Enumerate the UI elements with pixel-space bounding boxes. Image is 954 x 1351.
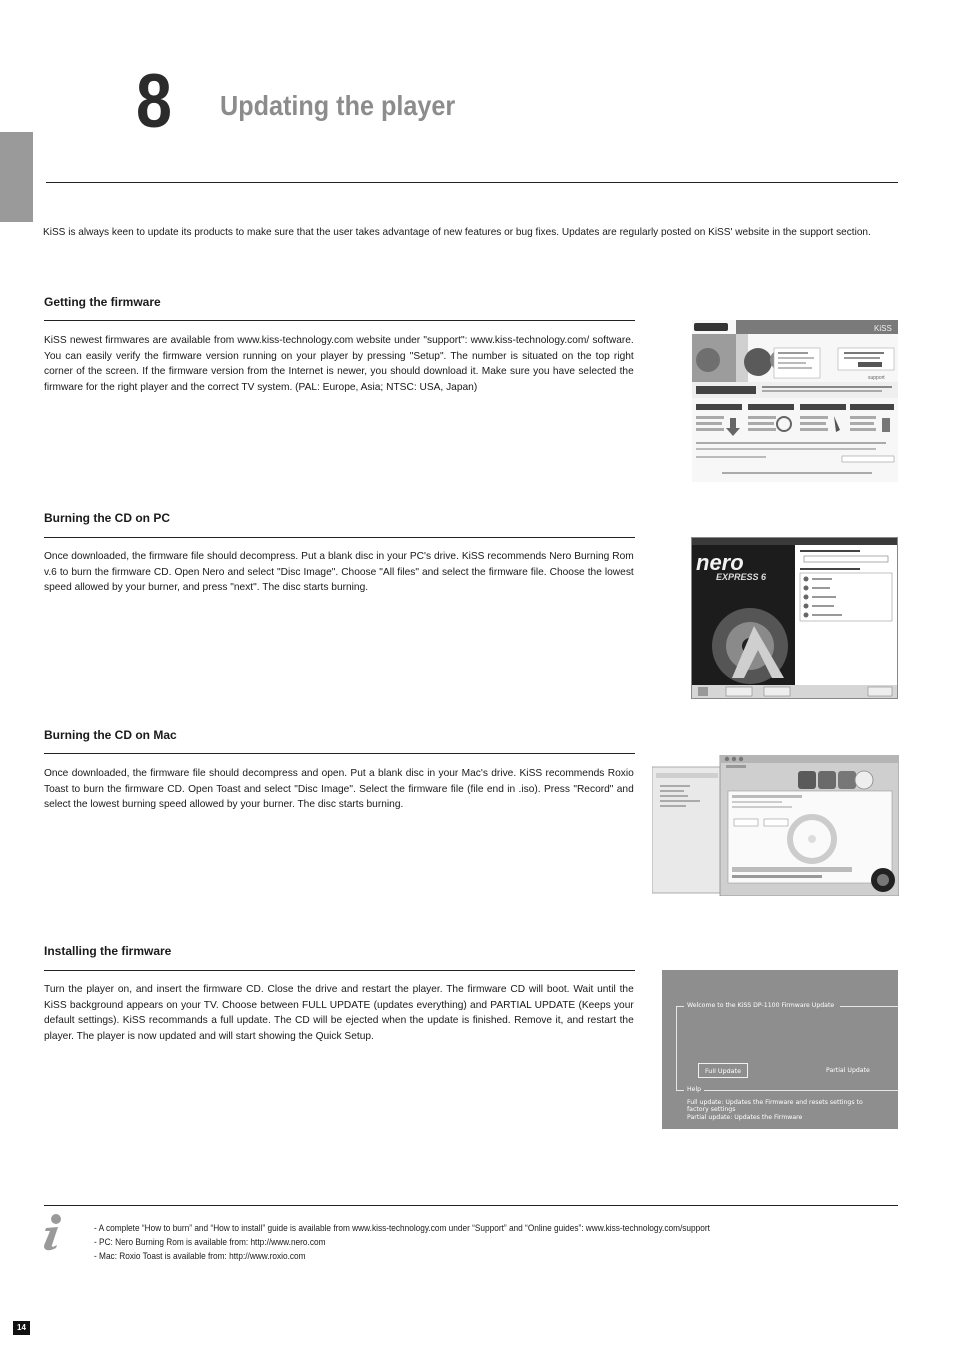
firmware-help-line: Partial update: Updates the Firmware [687,1114,803,1121]
info-icon [40,1212,66,1252]
intro-paragraph: KiSS is always keen to update its products to make sure that the user takes advantage of new features or bug fixes. Updates are regularly posted on KiSS' website in the support section. [43,226,871,238]
chapter-title: Updating the player [220,90,456,121]
roxio-toast-screenshot [652,755,899,896]
header-divider [46,182,898,183]
note-item: - Mac: Roxio Toast is available from: http://www.roxio.com [94,1251,306,1261]
section-body-burning-mac: Once downloaded, the firmware file should decompress and open. Put a blank disc in your Mac's drive. KiSS recommends Roxio Toast to burn the firmware CD. Open Toast and select "Disc Image". Select the firmware file (file end in .iso). Press "Record" and select the lowest burning speed allowed by your burner. The disc starts burning. [44,767,634,810]
nero-sub-logo: EXPRESS 6 [716,572,767,582]
nero-express-screenshot [691,537,898,699]
website-logo: KiSS [874,324,892,333]
nero-logo: nero [696,550,744,575]
website-support-label: support [868,375,885,381]
footer-divider [44,1205,898,1206]
section-body-getting-firmware: KiSS newest firmwares are available from www.kiss-technology.com website under "support": www.kiss-technology.com/ software. You can easily verify the firmware version running on your player by pressing "Setup". The number is situated on the top right corner of the screen. If the firmware version from the Internet is newer, you should download it. Make sure you have selected the firmware for the right player and the correct TV system. (PAL: Europe, Asia; NTSC: USA, Japan) [44,334,634,393]
chapter-number: 8 [136,59,171,144]
section-body-burning-pc: Once downloaded, the firmware file should decompress. Put a blank disc in your PC's drive. KiSS recommends Nero Burning Rom v.6 to burn the firmware CD. Open Nero and select "Disc Image". Choose "All files" and select the firmware file. Choose the lowest speed allowed by your burner, and press "next". The disc starts burning. [44,550,634,593]
section-title-getting-firmware: Getting the firmware [44,295,161,309]
firmware-help-line: factory settings [687,1106,736,1113]
firmware-welcome-text: Welcome to the KiSS DP-1100 Firmware Update [687,1002,835,1009]
note-item: - PC: Nero Burning Rom is available from: http://www.nero.com [94,1237,326,1247]
firmware-help-label: Help [687,1086,702,1093]
partial-update-button[interactable]: Partial Update [826,1067,870,1074]
note-item: - A complete “How to burn” and “How to install” guide is available from www.kiss-technology.com under “Support” and “Online guides”: www.kiss-technology.com/support [94,1223,710,1233]
firmware-update-screen [662,970,898,1129]
section-title-installing-firmware: Installing the firmware [44,944,172,958]
section-divider [44,537,635,538]
full-update-button[interactable]: Full Update [698,1063,748,1078]
section-divider [44,970,635,971]
section-divider [44,320,635,321]
kiss-website-screenshot [692,320,898,482]
section-divider [44,753,635,754]
section-body-installing-firmware: Turn the player on, and insert the firmware CD. Close the drive and restart the player. The firmware CD will boot. Wait until the KiSS background appears on your TV. Choose between FULL UPDATE (updates everything) and PARTIAL UPDATE (Keeps your default settings). KiSS recommands a full update. The CD will be ejected when the update is finished. Remove it, and restart the player. The player is now updated and will start showing the Quick Setup. [44,983,634,1042]
firmware-help-line: Full update: Updates the Firmware and resets settings to [687,1099,863,1106]
page-number: 14 [13,1321,30,1335]
chapter-side-tab [0,132,33,222]
footer-notes [94,1221,710,1263]
section-title-burning-pc: Burning the CD on PC [44,511,170,525]
section-title-burning-mac: Burning the CD on Mac [44,728,177,742]
